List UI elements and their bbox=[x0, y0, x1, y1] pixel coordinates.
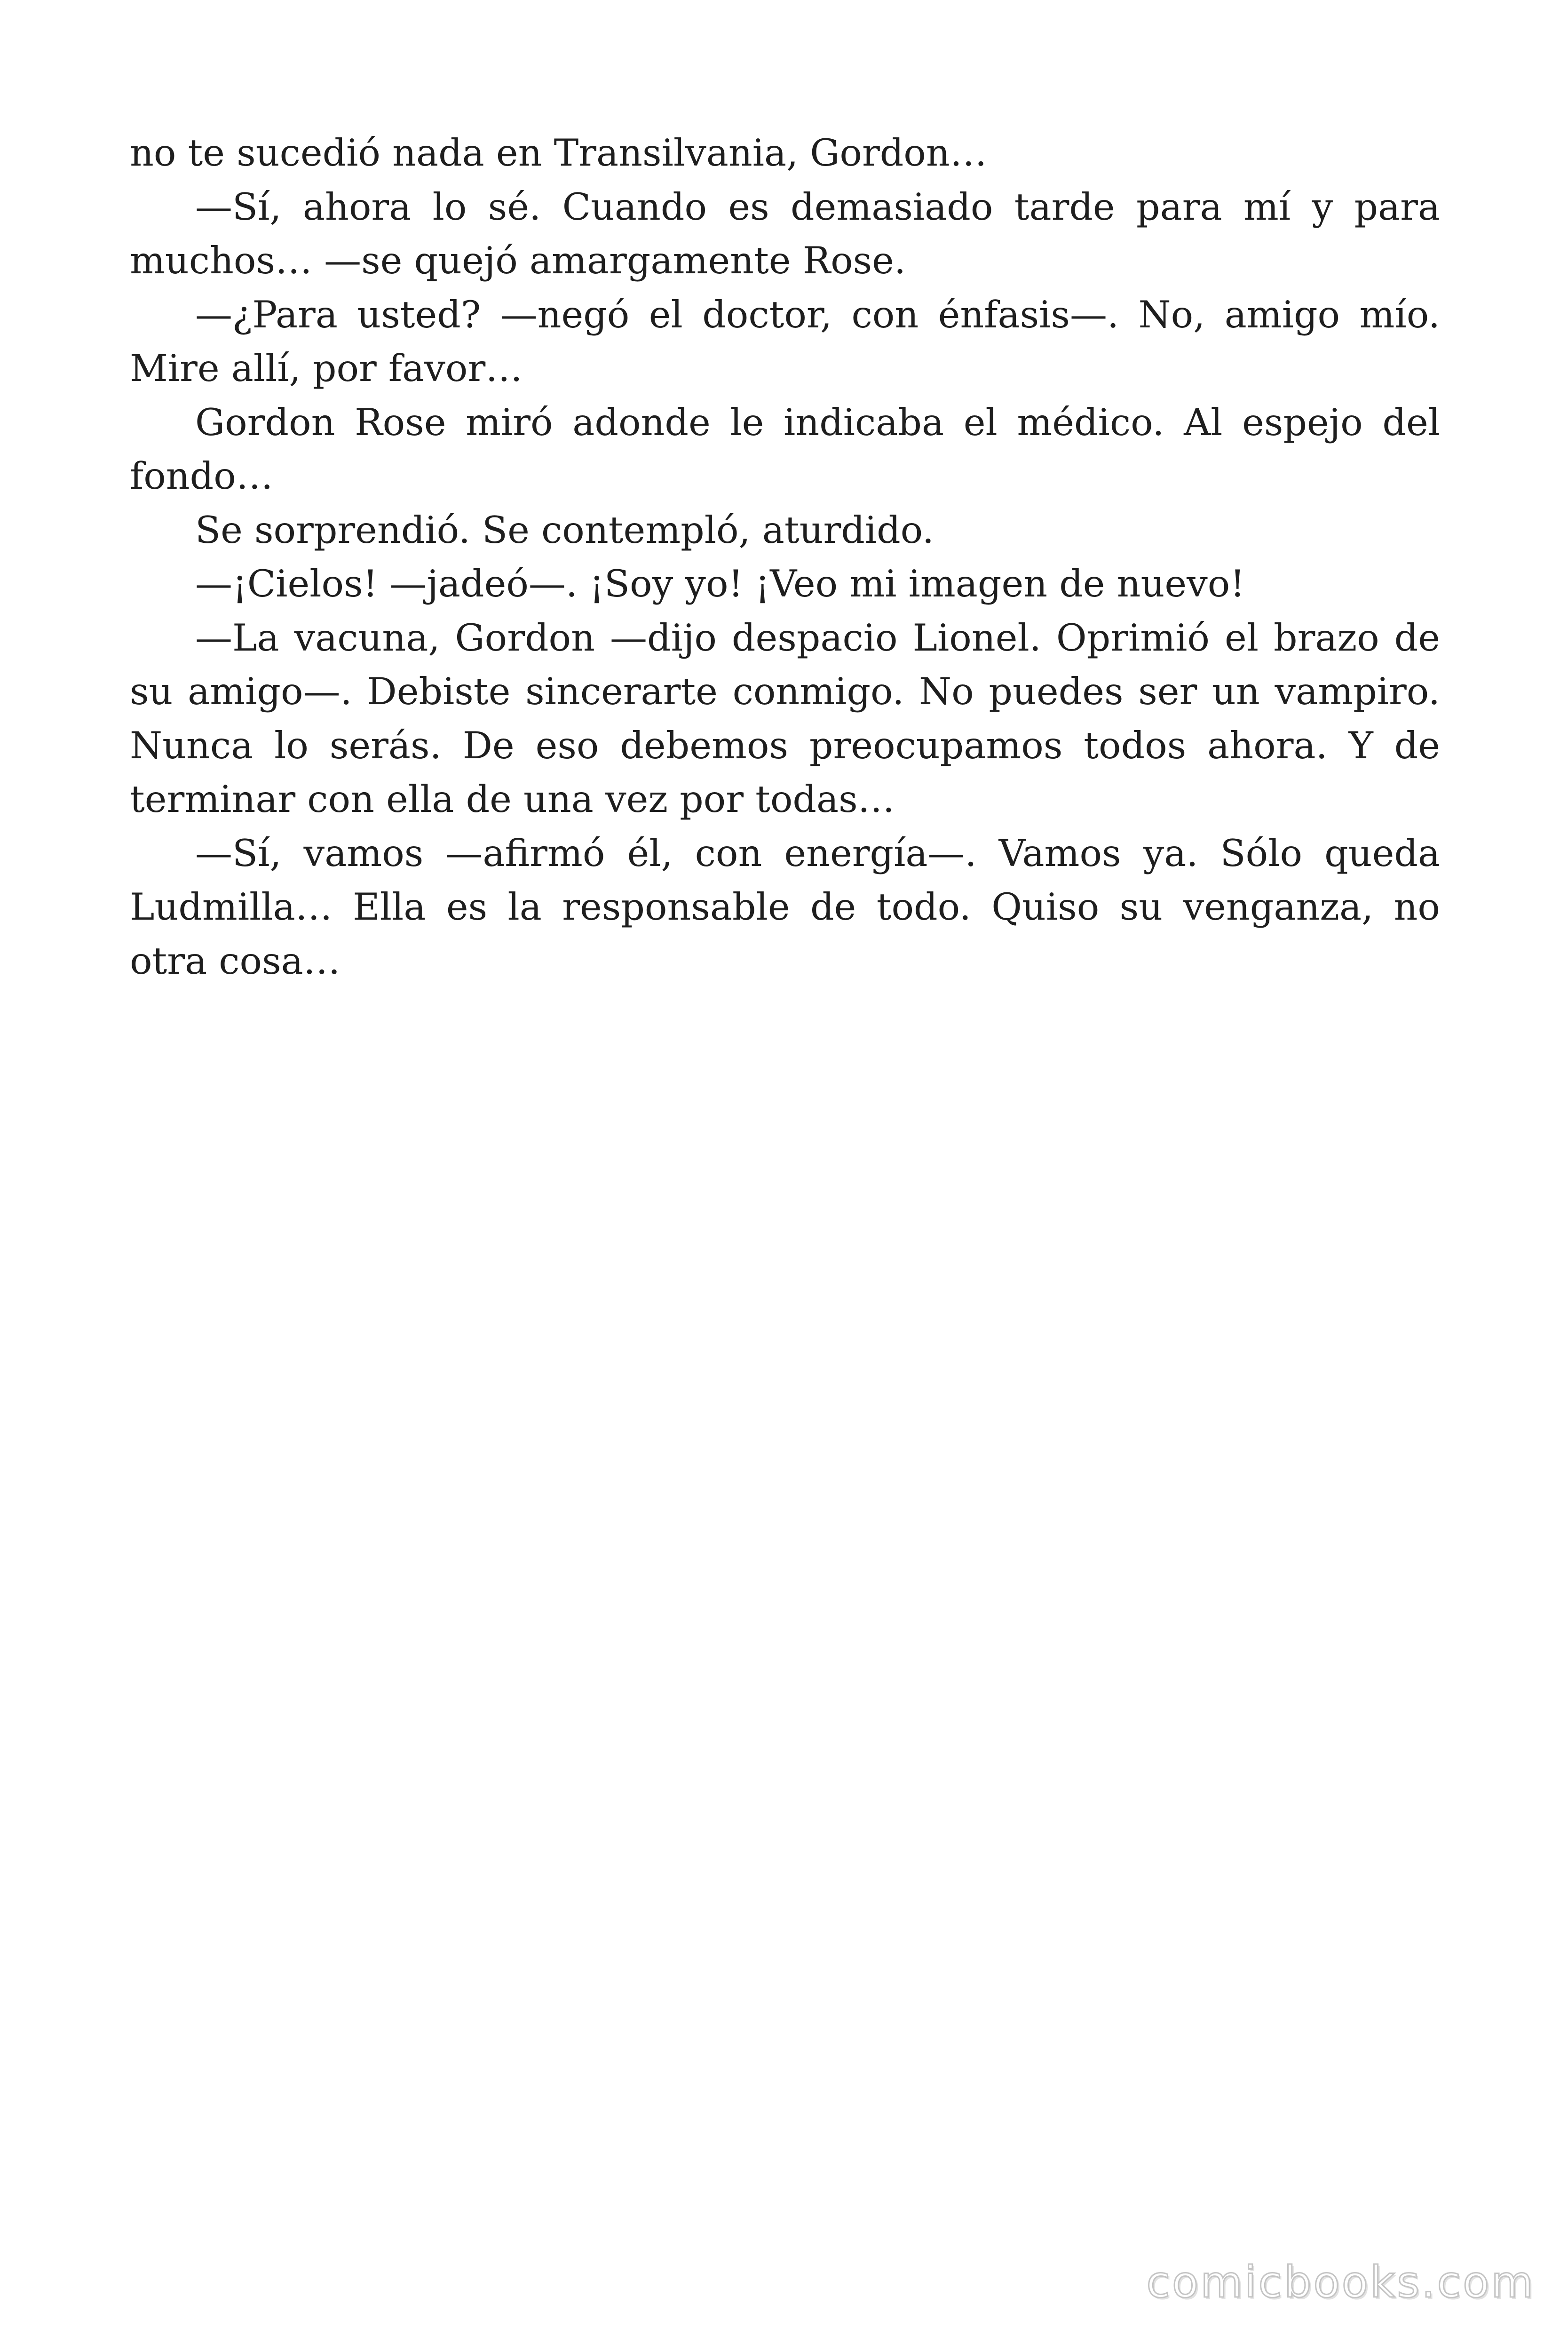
paragraph: Gordon Rose miró adonde le indicaba el médico. Al espejo del fondo… bbox=[130, 400, 1440, 498]
paragraph: —¡Cielos! —jadeó—. ¡Soy yo! ¡Veo mi imagen de nuevo! bbox=[195, 562, 1245, 605]
paragraph: —Sí, vamos —afirmó él, con energía—. Vamos ya. Sólo queda Ludmilla… Ella es la responsable de todo. Quiso su venganza, no otra cosa… bbox=[130, 831, 1440, 983]
paragraph: —¿Para usted? —negó el doctor, con énfasis—. No, amigo mío. Mire allí, por favor… bbox=[130, 293, 1440, 390]
paragraph: —La vacuna, Gordon —dijo despacio Lionel. Oprimió el brazo de su amigo—. Debiste sincerarte conmigo. No puedes ser un vampiro. Nunca lo serás. De eso debemos preocupamos todos ahora. Y de terminar con ella de una vez por todas… bbox=[130, 616, 1440, 821]
paragraph: —Sí, ahora lo sé. Cuando es demasiado tarde para mí y para muchos… —se quejó amargamente Rose. bbox=[130, 185, 1440, 282]
watermark: comicbooks.com bbox=[1146, 2257, 1535, 2307]
body-text bbox=[130, 126, 1440, 988]
paragraph-continuation: no te sucedió nada en Transilvania, Gordon… bbox=[130, 131, 987, 175]
paragraph: Se sorprendió. Se contempló, aturdido. bbox=[195, 508, 934, 552]
